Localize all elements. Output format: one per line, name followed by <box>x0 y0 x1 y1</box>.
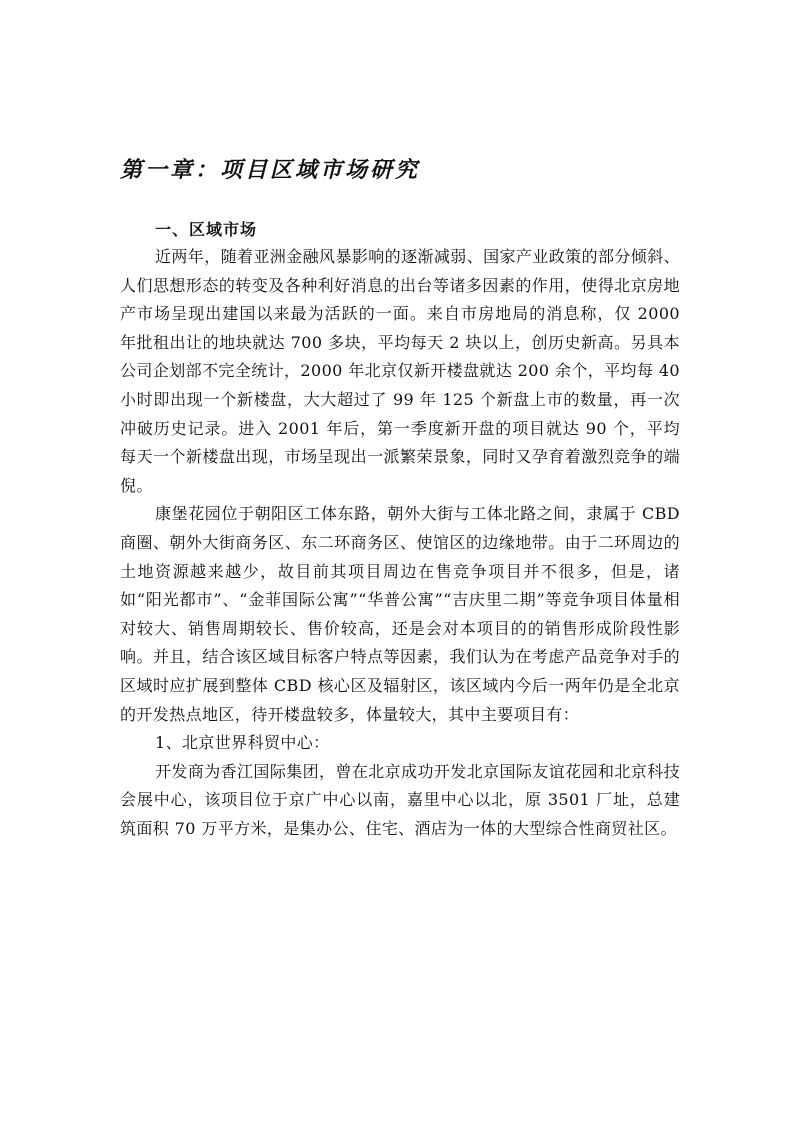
body-text <box>120 243 680 843</box>
chapter-title: 第一章：项目区域市场研究 <box>120 157 421 183</box>
paragraph-world-trade-center: 开发商为香江国际集团，曾在北京成功开发北京国际友谊花园和北京科技会展中心，该项目位于京广中心以南，嘉里中心以北，原 3501 厂址，总建筑面积 70 万平方米，是集办公、住宅、酒店为一体的大型综合性商贸社区。 <box>120 761 680 838</box>
paragraph-project-location: 康堡花园位于朝阳区工体东路，朝外大街与工体北路之间，隶属于 CBD 商圈、朝外大街商务区、东二环商务区、使馆区的边缘地带。由于二环周边的土地资源越来越少，故目前其项目周边在售竞争项目并不很多，但是，诸如“阳光都市”、“金菲国际公寓”“华普公寓”“吉庆里二期”等竞争项目体量相对较大、销售周期较长、售价较高，还是会对本项目的的销售形成阶段性影响。并且，结合该区域目标客户特点等因素，我们认为在考虑产品竞争对手的区域时应扩展到整体 CBD 核心区及辐射区，该区域内今后一两年仍是全北京的开发热点地区，待开楼盘较多，体量较大，其中主要项目有： <box>120 504 680 724</box>
paragraph-list-item-heading: 1、北京世界科贸中心： <box>155 733 330 753</box>
paragraph-market-overview: 近两年，随着亚洲金融风暴影响的逐渐减弱、国家产业政策的部分倾斜、人们思想形态的转变及各种利好消息的出台等诸多因素的作用，使得北京房地产市场呈现出建国以来最为活跃的一面。来自市房地局的消息称，仅 2000 年批租出让的地块就达 700 多块，平均每天 2 块以上，创历史新高。另具本公司企划部不完全统计，2000 年北京仅新开楼盘就达 200 余个，平均每 40 小时即出现一个新楼盘，大大超过了 99 年 125 个新盘上市的数量，再一次冲破历史记录。进入 2001 年后，第一季度新开盘的项目就达 90 个，平均每天一个新楼盘出现，市场呈现出一派繁荣景象，同时又孕育着激烈竞争的端倪。 <box>120 247 680 495</box>
section-heading: 一、区域市场 <box>155 220 258 239</box>
